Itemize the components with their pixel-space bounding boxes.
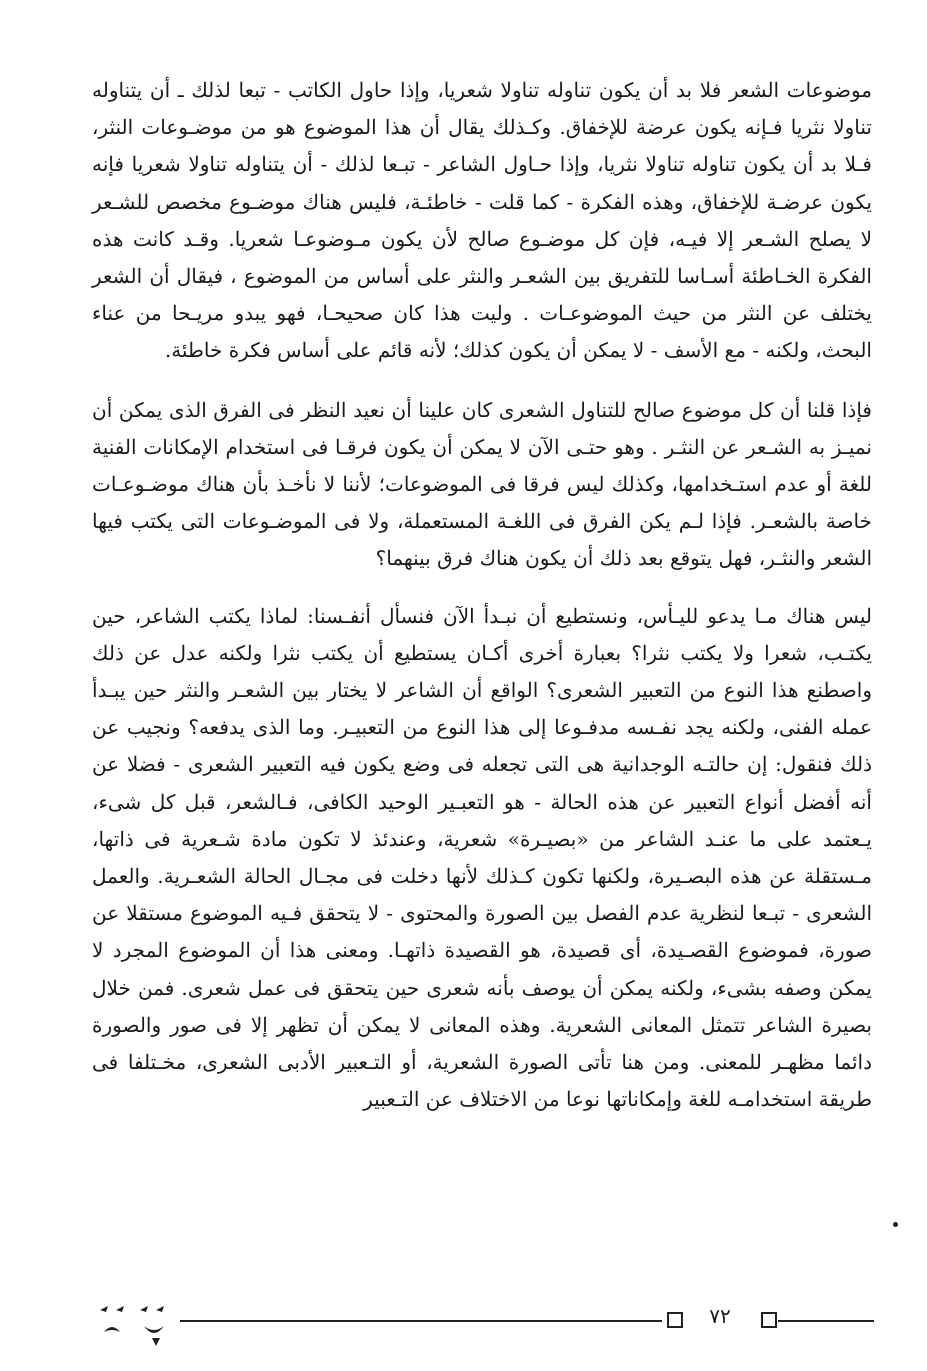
page-body [92, 72, 872, 1118]
paragraph-3: ليس هناك مـا يدعو لليـأس، ونستطيع أن نبـدأ الآن فنسأل أنفـسنا: لماذا يكتب الشاعر، حين يكتـب، شعرا ولا يكتب نثرا؟ بعبارة أخرى أكـان يستطيع أن يكتب نثرا ولكنه عدل عن ذلك واصطنع هذا النوع من التعبير الشعرى؟ الواقع أن الشاعر لا يختار بين الشعـر والنثر حين يبـدأ عمله الفنى، ولكنه يجد نفـسه مدفـوعا إلى هذا النوع من التعبيـر. وما الذى يدفعه؟ ونجيب عن ذلك فنقول: إن حالتـه الوجدانية هى التى تجعله فى وضع يكون فيه التعبير الشعرى - فضلا عن أنه أفضل أنواع التعبير عن هذه الحالة - هو التعبـير الوحيد الكافى، فـالشعر، قبل كل شىء، يـعتمد على ما عنـد الشاعر من «بصيـرة» شعرية، وعندئذ لا تكون مادة شـعرية فى ذاتها، مـستقلة عن هذه البصـيرة، ولكنها تكون كـذلك لأنها دخلت فى مجـال الحالة الشعـرية. والعمل الشعرى - تبـعا لنظرية عدم الفصل بين الصورة والمحتوى - لا يتحقق فـيه الموضوع مستقلا عن صورة، فموضوع القصـيدة، أى قصيدة، هو القصيدة ذاتهـا. ومعنى هذا أن الموضوع المجرد لا يمكن وصفه بشىء، ولكنه يمكن أن يوصف بأنه شعرى حين يتحقق فى عمل شعرى. فمن خلال بصيرة الشاعر تتمثل المعانى الشعرية. وهذه المعانى لا يمكن أن تظهر إلا فى صور والصورة دائما مظهـر للمعنى. ومن هنا تأتى الصورة الشعرية، أو التـعبير الأدبى الشعرى، مخـتلفا فى طريقة استخدامـه للغة وإمكاناتها نوعا من الاختلاف عن التـعبير [92, 603, 872, 1112]
footer-box-left [667, 1312, 683, 1328]
footer-rule-right [778, 1320, 874, 1322]
margin-dot [893, 1222, 898, 1227]
page-number: ٧٢ [709, 1304, 731, 1328]
page-footer [0, 1300, 927, 1360]
paragraph-2: فإذا قلنا أن كل موضوع صالح للتناول الشعرى كان علينا أن نعيد النظر فى الفرق الذى يمكن أن نميـز به الشـعر عن النثـر . وهو حتـى الآن لا يمكن أن يكون فرقـا فى استخدام الإمكانات الفنية للغة أو عدم استـخدامها، وكذلك ليس فرقا فى الموضوعات؛ لأننا لا نأخـذ بأن هناك موضـوعـات خاصة بالشعـر. فإذا لـم يكن الفرق فى اللغـة المستعملة، ولا فى الموضـوعات التى يكتب فيها الشعر والنثـر، فهل يتوقع بعد ذلك أن يكون هناك فرق بينهما؟ [92, 397, 872, 571]
footer-rule-left [180, 1320, 662, 1322]
ornament-icon [96, 1300, 166, 1348]
paragraph-1: موضوعات الشعر فلا بد أن يكون تناوله تناولا شعريا، وإذا حاول الكاتب - تبعا لذلك ـ أن يتناوله تناولا نثريا فـإنه يكون عرضة للإخفاق. وكـذلك يقال أن هذا الموضوع هو من موضـوعات النثر، فـلا بد أن يكون تناوله تناولا نثريا، وإذا حـاول الشاعر - تبـعا لذلك - أن يتناوله تناولا شعريا فإنه يكون عرضـة للإخفاق، وهذه الفكرة - كما قلت - خاطئـة، فليس هناك موضـوع مخصص للشـعر لا يصلح الشـعر إلا فيـه، فإن كل موضـوع صالح لأن يكون مـوضوعـا شعريا. وقـد كانت هذه الفكرة الخـاطئة أسـاسا للتفريق بين الشعـر والنثر على أساس من الموضوع ، فيقال أن الشعر يختلف عن النثر من حيث الموضوعـات . وليت هذا كان صحيحـا، فهو يبدو مريـحا من عناء البحث، ولكنه - مع الأسف - لا يمكن أن يكون كذلك؛ لأنه قائم على أساس فكرة خاطئة. [92, 78, 872, 363]
footer-box-right [761, 1312, 777, 1328]
